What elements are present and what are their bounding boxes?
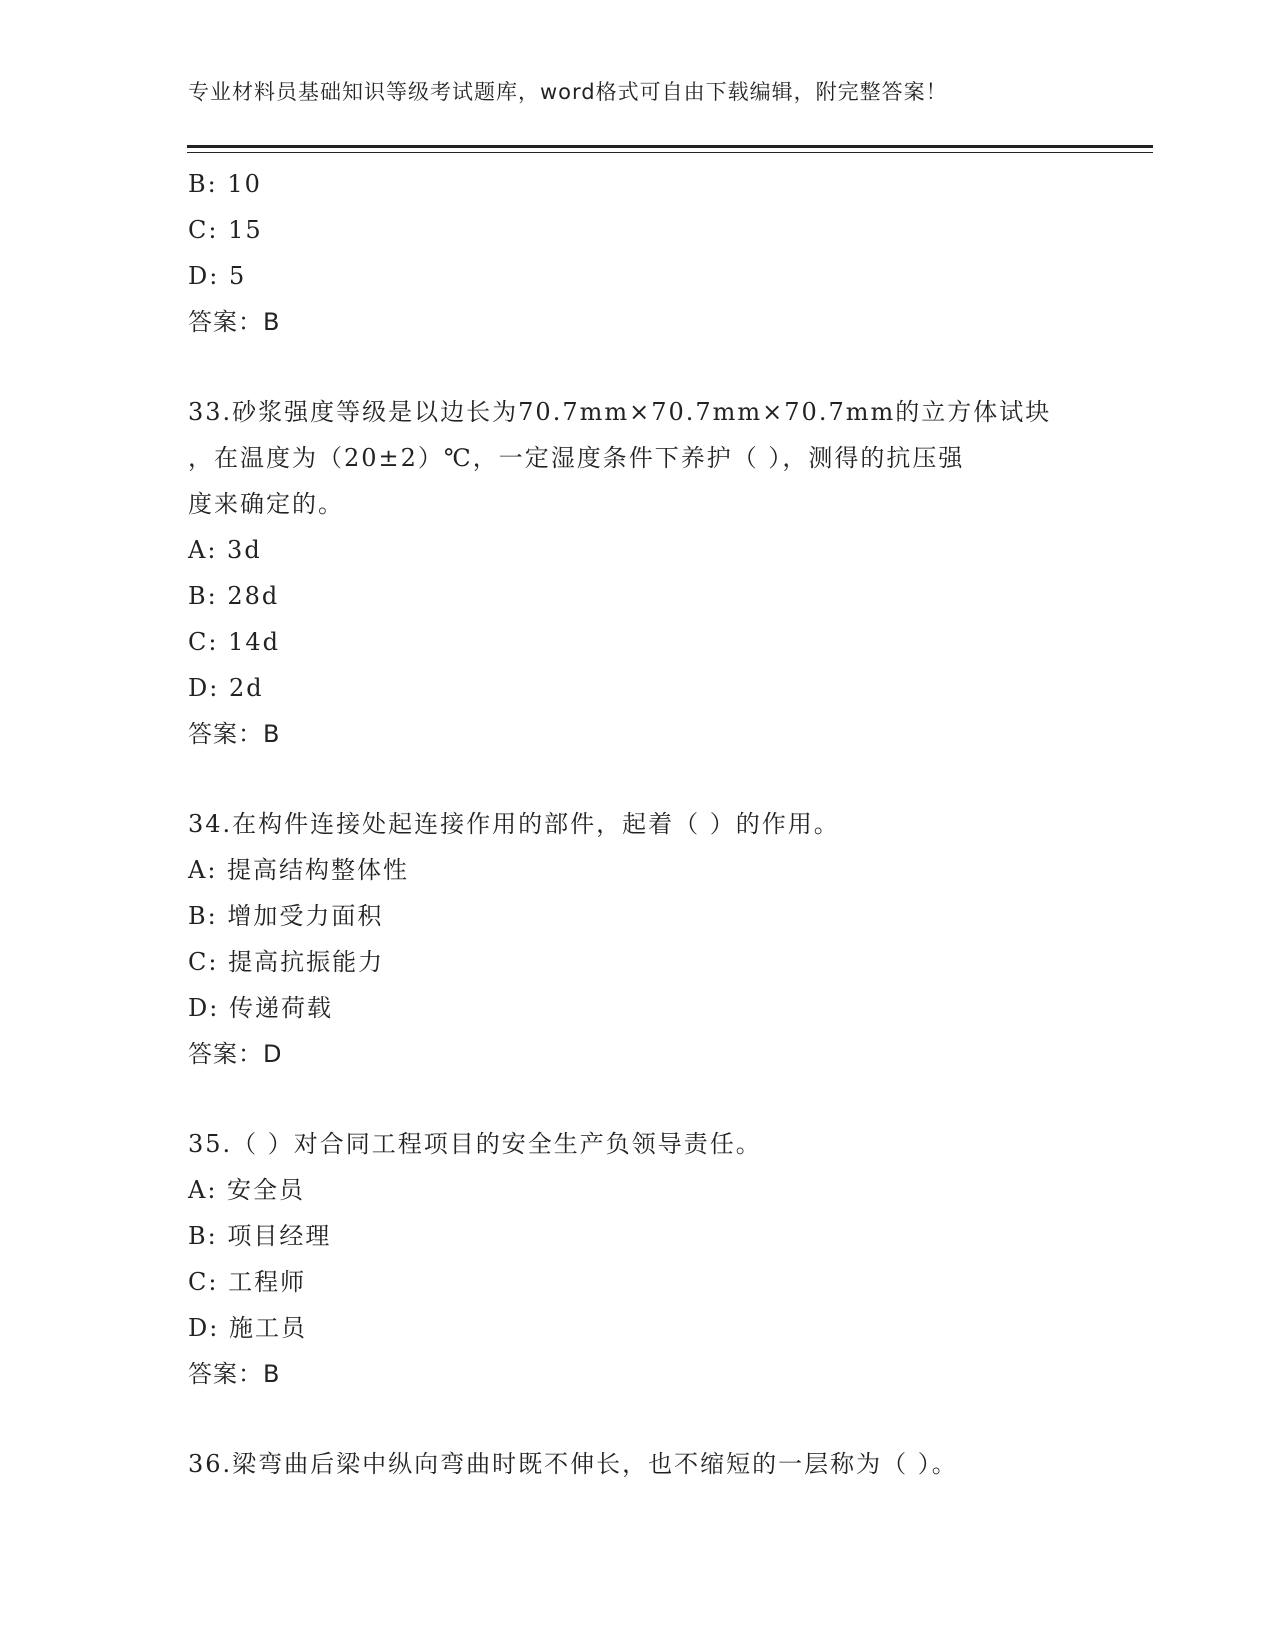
question-stem-line: 33.砂浆强度等级是以边长为70.7mm×70.7mm×70.7mm的立方体试块 [188, 398, 1052, 426]
answer-line: 答案：B [188, 308, 281, 336]
question-block-36 [188, 1441, 1088, 1487]
option-b: B: 10 [188, 170, 262, 198]
option-a: A: 3d [188, 536, 262, 564]
option-d: D: 施工员 [188, 1314, 307, 1342]
option-c: C: 15 [188, 216, 263, 244]
option-c: C: 工程师 [188, 1268, 307, 1296]
header-rule-thick [187, 145, 1153, 148]
option-b: B: 项目经理 [188, 1222, 332, 1250]
question-stem-line: 度来确定的。 [188, 490, 344, 518]
option-d: D: 5 [188, 262, 247, 290]
option-c: C: 提高抗振能力 [188, 948, 385, 976]
answer-line: 答案：D [188, 1040, 283, 1068]
question-block-32 [188, 161, 1088, 345]
question-block-34 [188, 801, 1088, 1077]
page-header: 专业材料员基础知识等级考试题库，word格式可自由下载编辑，附完整答案！ [188, 80, 948, 104]
question-stem-line: 36.梁弯曲后梁中纵向弯曲时既不伸长，也不缩短的一层称为（ ）。 [188, 1450, 958, 1478]
header-rule-thin [187, 152, 1153, 153]
answer-line: 答案：B [188, 720, 281, 748]
option-d: D: 传递荷载 [188, 994, 333, 1022]
option-c: C: 14d [188, 628, 280, 656]
question-block-35 [188, 1121, 1088, 1397]
option-b: B: 28d [188, 582, 280, 610]
option-d: D: 2d [188, 674, 264, 702]
question-stem-line: 35.（ ）对合同工程项目的安全生产负领导责任。 [188, 1130, 762, 1158]
option-b: B: 增加受力面积 [188, 902, 384, 930]
question-block-33 [188, 389, 1088, 757]
question-list [188, 161, 1088, 1531]
question-stem-line: 34.在构件连接处起连接作用的部件，起着（ ）的作用。 [188, 810, 840, 838]
question-stem-line: ，在温度为（20±2）℃，一定湿度条件下养护（ ），测得的抗压强 [188, 444, 965, 472]
option-a: A: 提高结构整体性 [188, 856, 410, 884]
option-a: A: 安全员 [188, 1176, 306, 1204]
answer-line: 答案：B [188, 1360, 281, 1388]
